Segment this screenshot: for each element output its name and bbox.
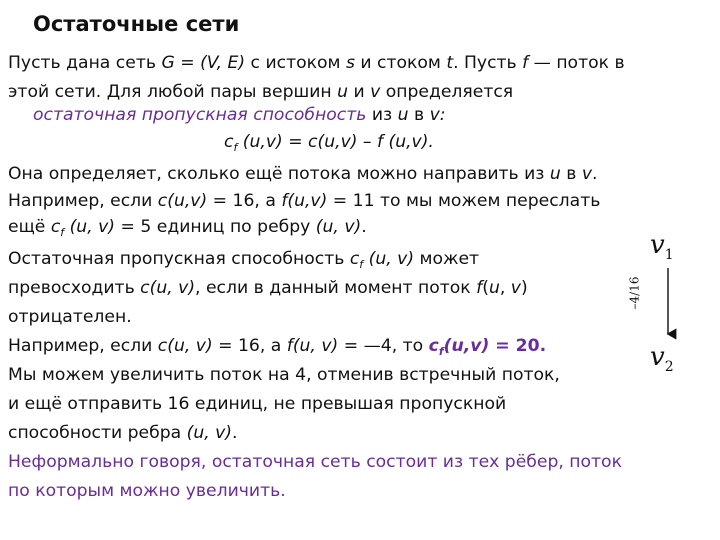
text: Мы можем увеличить поток на 4, отменив встречный поток, <box>8 365 560 385</box>
text: v <box>510 278 521 298</box>
text: u <box>549 164 561 184</box>
text: c <box>50 217 61 237</box>
text: , <box>499 278 511 298</box>
result-term: (u,v) <box>443 336 490 356</box>
node-subscript: 1 <box>664 247 674 263</box>
text: u <box>488 278 500 298</box>
subscript: f <box>359 258 364 271</box>
example-line-1 <box>8 335 546 363</box>
node-subscript: 2 <box>664 359 674 375</box>
explanation-line-3 <box>8 216 367 244</box>
text: . Пусть <box>453 53 523 73</box>
text: способности ребра <box>8 423 187 443</box>
text: v <box>370 82 381 102</box>
text: . <box>361 217 367 237</box>
result-value: = 20. <box>489 336 547 356</box>
property-line-1 <box>8 248 479 276</box>
text: определяется <box>380 82 514 102</box>
node-v1 <box>650 230 674 263</box>
text: f <box>522 53 529 73</box>
text: этой сети. Для любой пары вершин <box>8 82 338 102</box>
subscript: f <box>233 141 238 154</box>
text: u <box>397 105 409 125</box>
text: превосходить <box>8 278 141 298</box>
text: c <box>349 249 360 269</box>
text: = —4, то <box>338 336 429 356</box>
node-letter: v <box>650 230 665 260</box>
text: может <box>414 249 480 269</box>
text: = 11 то мы можем переслать <box>327 191 601 211</box>
text: = 5 единиц по ребру <box>115 217 316 237</box>
property-line-3 <box>8 306 132 328</box>
text: . <box>592 164 598 184</box>
example-line-2 <box>8 364 560 386</box>
text: f <box>476 278 483 298</box>
subscript: f <box>60 226 65 239</box>
edge-diagram <box>627 226 696 382</box>
text: f(u,v) <box>281 191 328 211</box>
text: c(u,v) <box>157 191 208 211</box>
text: — поток в <box>528 53 625 73</box>
example-line-4 <box>8 422 237 444</box>
result-term: c <box>428 336 439 356</box>
text: Она определяет, сколько ещё потока можно направить из <box>8 164 550 184</box>
text: v <box>581 164 593 184</box>
node-letter: v <box>650 342 665 372</box>
text: Например, если <box>8 336 158 356</box>
text: , если в данный момент поток <box>195 278 477 298</box>
text: в <box>560 164 582 184</box>
text: f(u, v) <box>286 336 339 356</box>
definition-line-3 <box>33 104 446 126</box>
text: и <box>347 82 371 102</box>
text: (u, v) <box>363 249 415 269</box>
text: из <box>366 105 398 125</box>
text: = 16, а <box>207 191 282 211</box>
definition-line-1 <box>8 52 625 74</box>
summary-line-1: Неформально говоря, остаточная сеть состоит из тех рёбер, поток <box>8 452 622 472</box>
text: c(u, v) <box>157 336 213 356</box>
text: = 16, а <box>212 336 287 356</box>
subscript: f <box>438 345 444 358</box>
text: Остаточная пропускная способность <box>8 249 350 269</box>
text: отрицателен. <box>8 307 132 327</box>
text: v: <box>429 105 446 125</box>
text: c <box>224 132 234 152</box>
example-line-3 <box>8 393 506 415</box>
text: c(u, v) <box>140 278 196 298</box>
text: (u, v) <box>186 423 233 443</box>
formula <box>224 131 434 159</box>
definition-line-2 <box>8 81 513 103</box>
node-v2 <box>650 342 674 375</box>
explanation-line-2 <box>8 190 600 212</box>
slide-title: Остаточные сети <box>33 12 240 36</box>
text: ) <box>520 278 528 298</box>
summary-line-2: по которым можно увеличить. <box>8 481 286 501</box>
text: с истоком <box>245 53 346 73</box>
text: и ещё отправить 16 единиц, не превышая пропускной <box>8 394 507 414</box>
text: Например, если <box>8 191 158 211</box>
text: (u, v) <box>64 217 116 237</box>
edge-flow-label: –4/16 <box>627 276 642 310</box>
text: Пусть дана сеть <box>8 53 162 73</box>
text: (u,v) = c(u,v) – f (u,v). <box>237 132 434 152</box>
text: ещё <box>8 217 51 237</box>
text: и стоком <box>354 53 447 73</box>
explanation-line-1 <box>8 163 598 185</box>
text: (u, v) <box>315 217 362 237</box>
text: . <box>232 423 238 443</box>
text: s <box>345 53 355 73</box>
property-line-2 <box>8 277 528 299</box>
text: в <box>408 105 430 125</box>
text: G = (V, E) <box>161 53 246 73</box>
text: ( <box>482 278 489 298</box>
text: u <box>337 82 348 102</box>
highlighted-term: остаточная пропускная способность <box>33 105 367 125</box>
text: t <box>446 53 454 73</box>
